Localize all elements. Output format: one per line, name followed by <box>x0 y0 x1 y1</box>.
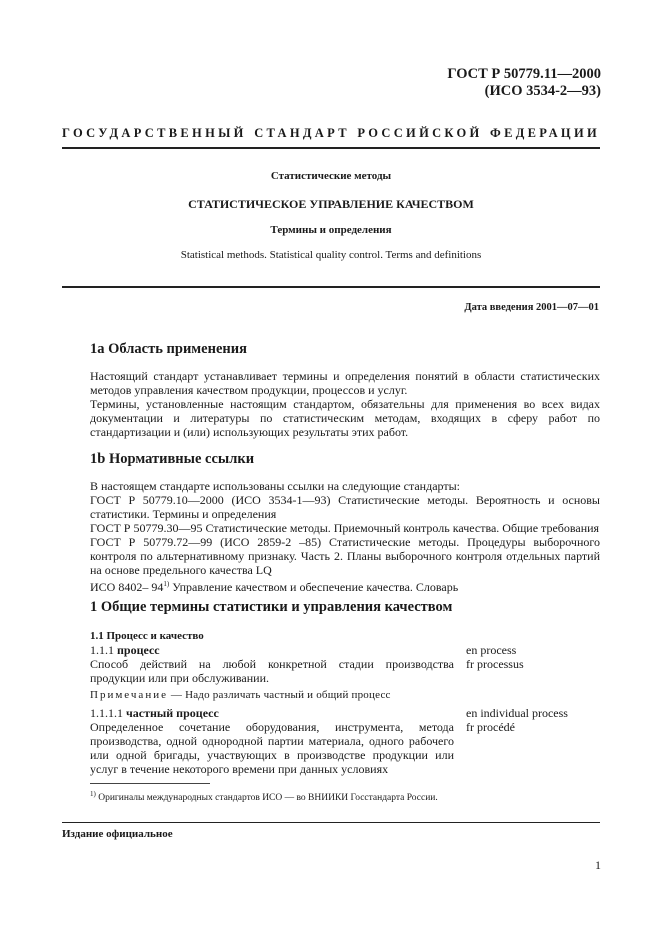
document-designation <box>447 66 601 100</box>
section-1b-heading: 1b Нормативные ссылки <box>90 451 255 467</box>
reference-item: ГОСТ Р 50779.72—99 (ИСО 2859-2 –85) Статистические методы. Процедуры выборочного контроля по альтернативному признаку. Часть 2. Планы выборочного контроля отдельных партий на основе предельного качества LQ <box>90 535 600 577</box>
gost-number: ГОСТ Р 50779.11—2000 <box>447 66 601 82</box>
edition-label: Издание официальное <box>62 828 173 840</box>
iso-number: (ИСО 3534-2—93) <box>484 83 601 99</box>
standard-banner: ГОСУДАРСТВЕННЫЙ СТАНДАРТ РОССИЙСКОЙ ФЕДЕРАЦИИ <box>62 126 600 140</box>
scope-obligation-paragraph: Термины, установленные настоящим стандартом, обязательны для применения во всех видах документации и литературы по статистическим методам, входящих в сферу работ по стандартизации и (или) использующих результаты этих работ. <box>90 397 600 439</box>
term-name: частный процесс <box>126 706 219 720</box>
edition-rule <box>62 822 600 823</box>
term-note: Примечание — Надо различать частный и общий процесс <box>90 689 391 701</box>
reference-item: ГОСТ Р 50779.10—2000 (ИСО 3534-1—93) Статистические методы. Вероятность и основы статистики. Термины и определения <box>90 493 600 521</box>
term-process-equivalents: en process fr processus <box>466 643 524 671</box>
section-1a-heading: 1а Область применения <box>90 341 247 357</box>
footnote: $^{1)}$ Оригиналы международных стандартов ИСО — во ВНИИКИ Госстандарта России. <box>90 790 438 804</box>
term-process: 1.1.1 процесс Способ действий на любой конкретной стадии производства продукции или при обслуживании. <box>90 643 454 685</box>
category-title: Статистические методы <box>270 170 392 182</box>
main-title: СТАТИСТИЧЕСКОЕ УПРАВЛЕНИЕ КАЧЕСТВОМ <box>188 197 474 211</box>
note-label: Примечание <box>90 689 168 701</box>
footnote-rule <box>90 783 210 784</box>
english-title: Statistical methods. Statistical quality control. Terms and definitions <box>180 249 482 261</box>
term-individual-process: 1.1.1.1 частный процесс Определенное сочетание оборудования, инструмента, метода производства, одной однородной партии материала, одного рабочего или одной бригады, участвующих в производстве продукции или услуг в течение некоторого времени при данных условиях <box>90 706 454 776</box>
term-definition: Определенное сочетание оборудования, инструмента, метода производства, одной однородной партии материала, одного рабочего или одной бригады, участвующих в производстве продукции или услуг в течение некоторого времени при данных условиях <box>90 720 454 776</box>
reference-item: ИСО 8402– 94$^{1)}$ Управление качеством и обеспечение качества. Словарь <box>90 580 459 594</box>
header-rule <box>62 147 600 149</box>
references-intro: В настоящем стандарте использованы ссылки на следующие стандарты: <box>90 479 461 493</box>
term-name: процесс <box>117 643 160 657</box>
scope-paragraph: Настоящий стандарт устанавливает термины и определения понятий в области статистических методов управления качеством продукции, процессов и услуг. <box>90 369 600 397</box>
term-individual-process-equivalents: en individual process fr procédé <box>466 706 568 734</box>
section-1b-body <box>90 479 600 594</box>
term-definition: Способ действий на любой конкретной стадии производства продукции или при обслуживании. <box>90 657 454 685</box>
title-rule <box>62 286 600 288</box>
effective-date: Дата введения 2001—07—01 <box>464 302 599 313</box>
reference-item: ГОСТ Р 50779.30—95 Статистические методы. Приемочный контроль качества. Общие требования <box>90 521 600 535</box>
subsection-heading: 1.1 Процесс и качество <box>90 630 204 642</box>
sub-title: Термины и определения <box>270 224 392 236</box>
section-1-heading: 1 Общие термины статистики и управления качеством <box>90 599 453 615</box>
section-1a-body <box>90 369 600 439</box>
page-number: 1 <box>595 858 601 872</box>
